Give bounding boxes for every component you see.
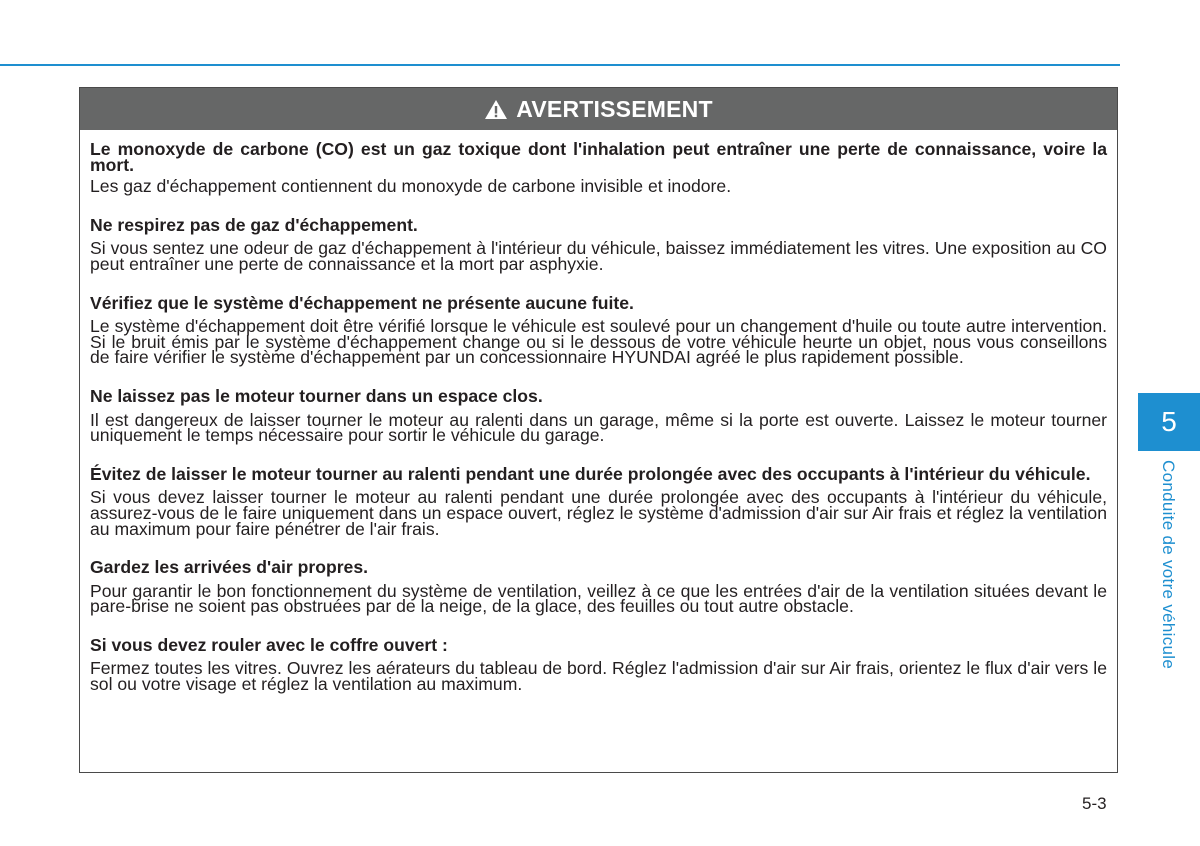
section-text: Le système d'échappement doit être vérifié lorsque le véhicule est soulevé pour un changement d'huile ou toute autre intervention. Si le bruit émis par le système d'échappement change ou si le dessous de votre véhicule heurte un objet, nous vous conseillons de faire vérifier le système d'échappement par un concessionnaire HYUNDAI agréé le plus rapidement possible.: [90, 316, 1107, 368]
section-heading: Ne laissez pas le moteur tourner dans un espace clos.: [90, 385, 543, 406]
section-text: Fermez toutes les vitres. Ouvrez les aérateurs du tableau de bord. Réglez l'admission d'air sur Air frais, orientez le flux d'air vers le sol ou votre visage et réglez la ventilation au maximum.: [90, 658, 1107, 695]
section-heading: Évitez de laisser le moteur tourner au ralenti pendant une durée prolongée avec des occupants à l'intérieur du véhicule.: [90, 463, 1091, 484]
warning-header: [80, 88, 1117, 130]
top-rule: [0, 64, 1120, 66]
warning-section: [90, 463, 1107, 539]
warning-box: [79, 87, 1118, 773]
section-heading: Si vous devez rouler avec le coffre ouvert :: [90, 634, 448, 655]
warning-section: [90, 139, 1107, 197]
warning-section: [90, 214, 1107, 274]
warning-section: [90, 292, 1107, 368]
chapter-tab[interactable]: [1138, 393, 1200, 451]
chapter-number: 5: [1161, 406, 1177, 437]
warning-triangle-icon: [484, 99, 508, 120]
section-heading: Le monoxyde de carbone (CO) est un gaz toxique dont l'inhalation peut entraîner une perte de connaissance, voire la mort.: [90, 139, 1107, 175]
section-text: Pour garantir le bon fonctionnement du système de ventilation, veillez à ce que les entrées d'air de la ventilation situées devant le pare-brise ne soient pas obstruées par de la neige, de la glace, des feuilles ou tout autre obstacle.: [90, 580, 1107, 617]
chapter-title: Conduite de votre véhicule: [1159, 460, 1178, 670]
section-text: Si vous sentez une odeur de gaz d'échappement à l'intérieur du véhicule, baissez immédiatement les vitres. Une exposition au CO peut entraîner une perte de connaissance et la mort par asphyxie.: [90, 238, 1107, 274]
section-heading: Gardez les arrivées d'air propres.: [90, 557, 369, 578]
section-heading: Vérifiez que le système d'échappement ne présente aucune fuite.: [90, 292, 634, 313]
warning-section: [90, 385, 1107, 446]
warning-body: [80, 130, 1117, 693]
section-text: Il est dangereux de laisser tourner le moteur au ralenti dans un garage, même si la porte est ouverte. Laissez le moteur tourner uniquement le temps nécessaire pour sortir le véhicule du garage.: [90, 409, 1107, 446]
warning-section: [90, 557, 1107, 617]
warning-section: [90, 634, 1107, 695]
section-text: Si vous devez laisser tourner le moteur au ralenti pendant une durée prolongée avec des occupants à l'intérieur du véhicule, assurez-vous de le faire uniquement dans un espace ouvert, réglez le système d'admission d'air sur Air frais et réglez la ventilation au maximum pour faire pénétrer de l'air frais.: [90, 487, 1107, 539]
section-text: Les gaz d'échappement contiennent du monoxyde de carbone invisible et inodore.: [90, 176, 732, 197]
warning-title: AVERTISSEMENT: [516, 95, 713, 122]
page-number: 5-3: [1082, 794, 1107, 813]
section-heading: Ne respirez pas de gaz d'échappement.: [90, 214, 418, 235]
